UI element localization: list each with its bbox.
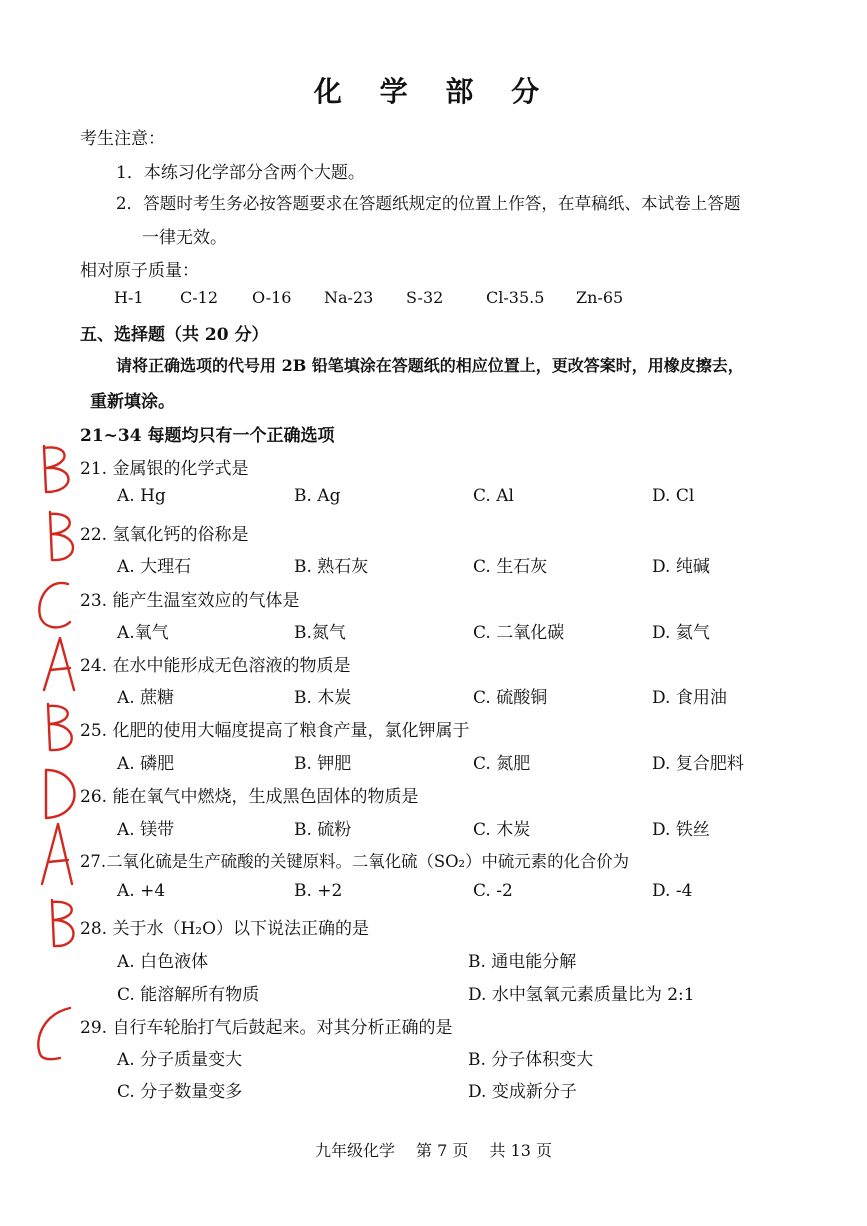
page-title: 化 学 部 分 xyxy=(313,75,554,108)
question-28-option-a: A. 白色液体 xyxy=(117,952,209,972)
question-24-option-b: B. 木炭 xyxy=(294,688,352,708)
question-25-stem: 25. 化肥的使用大幅度提高了粮食产量，氯化钾属于 xyxy=(80,721,470,741)
handwritten-answer-24 xyxy=(30,634,90,694)
page-footer xyxy=(0,1138,867,1161)
question-22-option-d: D. 纯碱 xyxy=(652,557,710,577)
notice-heading: 考生注意： xyxy=(80,129,165,149)
handwritten-answer-21 xyxy=(30,440,90,500)
handwritten-answer-28 xyxy=(30,896,90,956)
question-22-option-b: B. 熟石灰 xyxy=(294,557,369,577)
atomic-mass-na: Na-23 xyxy=(324,288,374,307)
question-25-option-c: C. 氮肥 xyxy=(473,754,531,774)
question-21-option-c: C. Al xyxy=(473,486,514,506)
question-25-option-d: D. 复合肥料 xyxy=(652,754,744,774)
atomic-mass-heading: 相对原子质量： xyxy=(80,261,199,281)
question-28-option-d: D. 水中氢氧元素质量比为 2:1 xyxy=(468,985,695,1005)
handwritten-answer-26 xyxy=(30,766,90,826)
question-28-option-c: C. 能溶解所有物质 xyxy=(117,985,260,1005)
handwritten-answer-27 xyxy=(30,822,90,882)
notice-item-2-line-2: 一律无效。 xyxy=(142,228,227,248)
question-27-option-d: D. -4 xyxy=(652,881,693,901)
handwritten-answer-29 xyxy=(30,1004,90,1064)
question-24-option-a: A. 蔗糖 xyxy=(117,688,175,708)
question-28-option-b: B. 通电能分解 xyxy=(468,952,577,972)
question-21-stem: 21. 金属银的化学式是 xyxy=(80,459,249,479)
question-29-stem: 29. 自行车轮胎打气后鼓起来。对其分析正确的是 xyxy=(80,1018,453,1038)
question-25-option-a: A. 磷肥 xyxy=(117,754,175,774)
footer-total-pages: 共 13 页 xyxy=(489,1141,553,1160)
question-29-option-b: B. 分子体积变大 xyxy=(468,1050,594,1070)
atomic-mass-zn: Zn-65 xyxy=(576,288,624,307)
footer-page-number: 第 7 页 xyxy=(416,1141,469,1160)
question-27-option-a: A. +4 xyxy=(117,881,166,901)
atomic-mass-c: C-12 xyxy=(180,288,219,307)
question-21-option-a: A. Hg xyxy=(117,486,166,506)
question-23-stem: 23. 能产生温室效应的气体是 xyxy=(80,591,300,611)
question-22-stem: 22. 氢氧化钙的俗称是 xyxy=(80,525,249,545)
question-24-option-c: C. 硫酸铜 xyxy=(473,688,548,708)
question-23-option-c: C. 二氧化碳 xyxy=(473,623,565,643)
question-28-stem: 28. 关于水（H₂O）以下说法正确的是 xyxy=(80,919,370,939)
notice-item-2-line-1: 2．答题时考生务必按答题要求在答题纸规定的位置上作答，在草稿纸、本试卷上答题 xyxy=(116,194,741,213)
question-29-option-c: C. 分子数量变多 xyxy=(117,1082,243,1102)
section-instruction-line-2: 重新填涂。 xyxy=(90,392,175,412)
handwritten-answer-25 xyxy=(30,700,90,760)
question-26-stem: 26. 能在氧气中燃烧，生成黑色固体的物质是 xyxy=(80,787,419,807)
section-subheading: 21~34 每题均只有一个正确选项 xyxy=(80,426,335,446)
question-23-option-b: B.氮气 xyxy=(294,623,346,643)
atomic-mass-cl: Cl-35.5 xyxy=(486,288,545,307)
question-21-option-b: B. Ag xyxy=(294,486,341,506)
atomic-mass-o: O-16 xyxy=(252,288,292,307)
question-22-option-c: C. 生石灰 xyxy=(473,557,548,577)
atomic-mass-s: S-32 xyxy=(406,288,444,307)
atomic-mass-h: H-1 xyxy=(114,288,144,307)
question-26-option-d: D. 铁丝 xyxy=(652,820,710,840)
question-21-option-d: D. Cl xyxy=(652,486,695,506)
question-24-option-d: D. 食用油 xyxy=(652,688,727,708)
notice-item-1: 1．本练习化学部分含两个大题。 xyxy=(116,163,365,183)
question-24-stem: 24. 在水中能形成无色溶液的物质是 xyxy=(80,656,351,676)
question-27-stem: 27.二氧化硫是生产硫酸的关键原料。二氧化硫（SO₂）中硫元素的化合价为 xyxy=(80,852,630,871)
question-23-option-d: D. 氦气 xyxy=(652,623,710,643)
question-26-option-b: B. 硫粉 xyxy=(294,820,352,840)
question-27-option-b: B. +2 xyxy=(294,881,343,901)
question-26-option-c: C. 木炭 xyxy=(473,820,531,840)
handwritten-answer-22 xyxy=(30,508,90,568)
question-27-option-c: C. -2 xyxy=(473,881,513,901)
question-23-option-a: A.氧气 xyxy=(117,623,169,643)
handwritten-answer-23 xyxy=(30,574,90,634)
footer-subject: 九年级化学 xyxy=(314,1141,395,1160)
section-heading: 五、选择题（共 20 分） xyxy=(80,325,269,345)
question-29-option-a: A. 分子质量变大 xyxy=(117,1050,243,1070)
question-29-option-d: D. 变成新分子 xyxy=(468,1082,577,1102)
question-26-option-a: A. 镁带 xyxy=(117,820,175,840)
section-instruction-line-1: 请将正确选项的代号用 2B 铅笔填涂在答题纸的相应位置上，更改答案时，用橡皮擦去， xyxy=(116,356,744,375)
question-22-option-a: A. 大理石 xyxy=(117,557,192,577)
question-25-option-b: B. 钾肥 xyxy=(294,754,352,774)
